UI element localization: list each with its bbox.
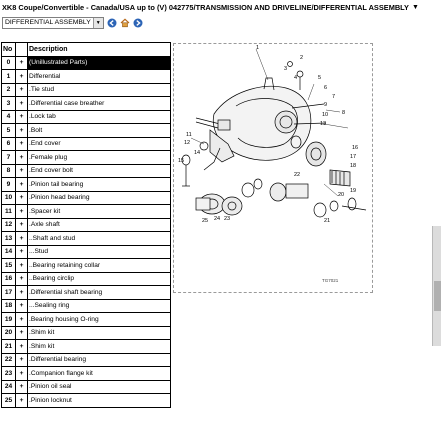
part-description[interactable]: Differential <box>28 70 171 84</box>
table-row[interactable] <box>2 380 171 394</box>
svg-text:1: 1 <box>256 45 260 51</box>
svg-text:20: 20 <box>338 192 345 198</box>
diagram-reference: TG7021 <box>322 278 339 283</box>
part-number: 22 <box>2 353 16 367</box>
add-part-button[interactable]: + <box>16 151 28 165</box>
part-number: 12 <box>2 218 16 232</box>
part-number: 15 <box>2 259 16 273</box>
part-description[interactable]: .Bolt <box>28 124 171 138</box>
part-description[interactable]: .Differential shaft bearing <box>28 286 171 300</box>
part-number: 21 <box>2 340 16 354</box>
svg-text:3: 3 <box>284 66 288 72</box>
part-description[interactable]: .End cover bolt <box>28 164 171 178</box>
svg-text:23: 23 <box>224 216 231 222</box>
part-number: 14 <box>2 245 16 259</box>
part-description[interactable]: .Shim kit <box>28 326 171 340</box>
add-part-button[interactable]: + <box>16 380 28 394</box>
svg-text:9: 9 <box>324 102 328 108</box>
add-part-button[interactable]: + <box>16 205 28 219</box>
add-part-button[interactable]: + <box>16 56 28 70</box>
part-description[interactable]: ..Shaft and stud <box>28 232 171 246</box>
assembly-select-value: DIFFERENTIAL ASSEMBLY <box>5 19 91 26</box>
svg-text:15: 15 <box>178 158 185 164</box>
part-number: 8 <box>2 164 16 178</box>
part-number: 9 <box>2 178 16 192</box>
add-part-button[interactable]: + <box>16 326 28 340</box>
scrollbar-thumb[interactable] <box>434 281 441 311</box>
part-number: 17 <box>2 286 16 300</box>
table-row[interactable] <box>2 178 171 192</box>
part-description[interactable]: .Differential case breather <box>28 97 171 111</box>
chevron-down-icon[interactable]: ▼ <box>93 18 103 28</box>
part-description[interactable]: .Pinion locknut <box>28 394 171 408</box>
part-description[interactable]: .Shim kit <box>28 340 171 354</box>
table-row[interactable] <box>2 272 171 286</box>
add-part-button[interactable]: + <box>16 218 28 232</box>
page-title <box>2 3 441 12</box>
part-number: 1 <box>2 70 16 84</box>
part-number: 5 <box>2 124 16 138</box>
differential-exploded-view <box>174 44 372 292</box>
assembly-select[interactable] <box>2 17 104 29</box>
part-number: 25 <box>2 394 16 408</box>
svg-text:14: 14 <box>194 150 201 156</box>
svg-text:13: 13 <box>320 121 327 127</box>
part-description[interactable]: .Pinion oil seal <box>28 380 171 394</box>
add-part-button[interactable]: + <box>16 191 28 205</box>
part-description[interactable]: ..Bearing circlip <box>28 272 171 286</box>
part-number: 2 <box>2 83 16 97</box>
part-number: 16 <box>2 272 16 286</box>
part-number: 4 <box>2 110 16 124</box>
svg-text:19: 19 <box>350 188 357 194</box>
part-description[interactable]: .Female plug <box>28 151 171 165</box>
part-description[interactable]: .Bearing housing O-ring <box>28 313 171 327</box>
table-row[interactable] <box>2 353 171 367</box>
add-part-button[interactable]: + <box>16 313 28 327</box>
add-part-button[interactable]: + <box>16 232 28 246</box>
table-row[interactable] <box>2 137 171 151</box>
add-part-button[interactable]: + <box>16 97 28 111</box>
back-icon[interactable] <box>107 18 117 28</box>
part-number: 10 <box>2 191 16 205</box>
table-row[interactable] <box>2 286 171 300</box>
add-part-button[interactable]: + <box>16 83 28 97</box>
part-description[interactable]: ..Bearing retaining collar <box>28 259 171 273</box>
part-description[interactable]: .Pinion head bearing <box>28 191 171 205</box>
add-part-button[interactable]: + <box>16 110 28 124</box>
svg-text:18: 18 <box>350 163 357 169</box>
table-row[interactable] <box>2 164 171 178</box>
part-number: 13 <box>2 232 16 246</box>
table-row[interactable] <box>2 218 171 232</box>
table-row[interactable] <box>2 313 171 327</box>
table-row[interactable] <box>2 232 171 246</box>
part-number: 0 <box>2 56 16 70</box>
parts-table-body <box>2 56 171 407</box>
svg-text:16: 16 <box>352 145 359 151</box>
add-part-button[interactable]: + <box>16 286 28 300</box>
table-row[interactable] <box>2 124 171 138</box>
svg-text:6: 6 <box>324 85 328 91</box>
part-description[interactable]: .Companion flange kit <box>28 367 171 381</box>
table-row[interactable] <box>2 83 171 97</box>
svg-text:2: 2 <box>300 55 304 61</box>
add-part-button[interactable]: + <box>16 394 28 408</box>
add-part-button[interactable]: + <box>16 272 28 286</box>
part-description[interactable]: .Lock tab <box>28 110 171 124</box>
table-row[interactable] <box>2 151 171 165</box>
part-description[interactable]: .Differential bearing <box>28 353 171 367</box>
add-part-button[interactable]: + <box>16 178 28 192</box>
add-part-button[interactable]: + <box>16 299 28 313</box>
part-number: 19 <box>2 313 16 327</box>
table-row[interactable] <box>2 56 171 70</box>
add-part-button[interactable]: + <box>16 70 28 84</box>
add-part-button[interactable]: + <box>16 124 28 138</box>
column-header-add <box>16 43 28 57</box>
home-icon[interactable] <box>120 18 130 28</box>
add-part-button[interactable]: + <box>16 367 28 381</box>
part-number: 3 <box>2 97 16 111</box>
table-row[interactable] <box>2 299 171 313</box>
assembly-toolbar <box>2 17 143 29</box>
add-part-button[interactable]: + <box>16 259 28 273</box>
part-description[interactable]: (Unillustrated Parts) <box>28 56 171 70</box>
column-header-no: No <box>2 43 16 57</box>
table-row[interactable] <box>2 326 171 340</box>
part-description[interactable]: .End cover <box>28 137 171 151</box>
svg-text:10: 10 <box>322 112 329 118</box>
table-row[interactable] <box>2 367 171 381</box>
part-description[interactable]: ...Stud <box>28 245 171 259</box>
svg-text:24: 24 <box>214 216 221 222</box>
parts-table <box>1 42 171 408</box>
part-number: 6 <box>2 137 16 151</box>
table-row[interactable] <box>2 70 171 84</box>
svg-text:21: 21 <box>324 218 331 224</box>
part-number: 23 <box>2 367 16 381</box>
part-number: 20 <box>2 326 16 340</box>
part-description[interactable]: ...Sealing ring <box>28 299 171 313</box>
table-header-row <box>2 43 171 57</box>
svg-text:5: 5 <box>318 75 322 81</box>
table-row[interactable] <box>2 245 171 259</box>
add-part-button[interactable]: + <box>16 245 28 259</box>
add-part-button[interactable]: + <box>16 164 28 178</box>
part-description[interactable]: .Axle shaft <box>28 218 171 232</box>
vertical-scrollbar[interactable] <box>432 226 441 346</box>
table-row[interactable] <box>2 110 171 124</box>
title-text: XK8 Coupe/Convertible - Canada/USA up to (V) 042775/TRANSMISSION AND DRIVELINE/DIFFERENTIAL ASSEMBLY <box>2 3 409 12</box>
column-header-description: Description <box>28 43 171 57</box>
table-row[interactable] <box>2 394 171 408</box>
table-row[interactable] <box>2 259 171 273</box>
add-part-button[interactable]: + <box>16 137 28 151</box>
svg-text:12: 12 <box>184 140 191 146</box>
part-description[interactable]: .Spacer kit <box>28 205 171 219</box>
svg-text:7: 7 <box>332 94 336 100</box>
svg-text:22: 22 <box>294 172 301 178</box>
svg-text:17: 17 <box>350 154 357 160</box>
table-row[interactable] <box>2 205 171 219</box>
part-number: 7 <box>2 151 16 165</box>
expand-arrow-icon[interactable]: ▼ <box>411 4 419 11</box>
table-row[interactable] <box>2 97 171 111</box>
svg-text:4: 4 <box>294 75 298 81</box>
part-description[interactable]: .Pinion tail bearing <box>28 178 171 192</box>
part-description[interactable]: .Tie stud <box>28 83 171 97</box>
forward-icon[interactable] <box>133 18 143 28</box>
table-row[interactable] <box>2 340 171 354</box>
exploded-diagram <box>173 43 373 293</box>
part-number: 18 <box>2 299 16 313</box>
add-part-button[interactable]: + <box>16 353 28 367</box>
svg-text:8: 8 <box>342 110 346 116</box>
table-row[interactable] <box>2 191 171 205</box>
add-part-button[interactable]: + <box>16 340 28 354</box>
part-number: 24 <box>2 380 16 394</box>
svg-text:25: 25 <box>202 218 209 224</box>
part-number: 11 <box>2 205 16 219</box>
svg-text:11: 11 <box>186 132 192 138</box>
